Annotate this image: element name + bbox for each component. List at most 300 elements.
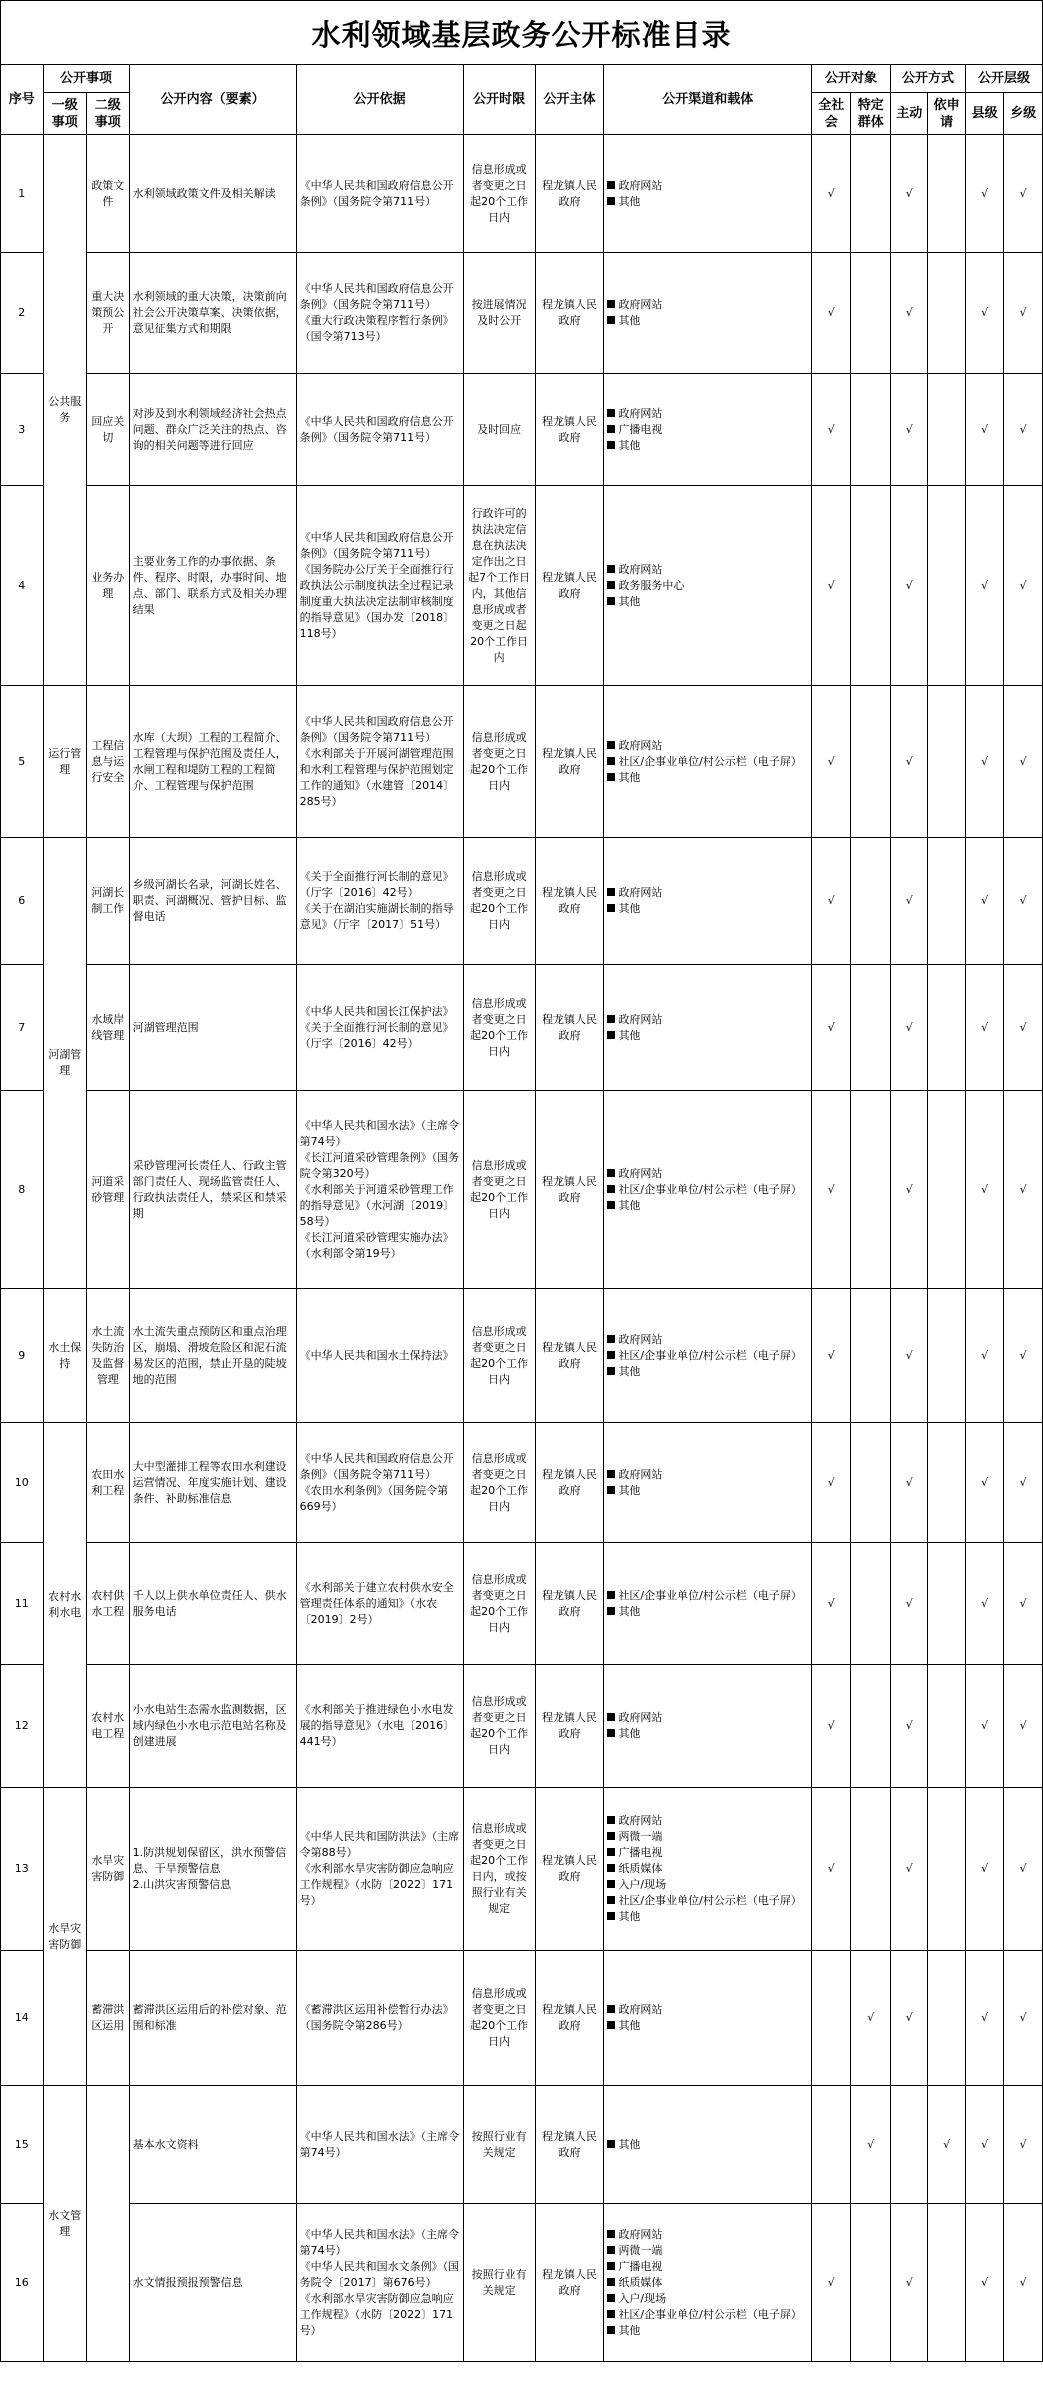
basis-item: 《中华人民共和国水法》（主席令第74号） bbox=[299, 1118, 460, 1148]
channel-item bbox=[607, 578, 808, 594]
check-society: √ bbox=[812, 686, 851, 838]
square-bullet-icon bbox=[607, 1896, 615, 1904]
basis-cell bbox=[296, 1951, 463, 2086]
square-bullet-icon bbox=[607, 316, 615, 324]
channel-label: 其他 bbox=[618, 902, 641, 915]
row-number: 1 bbox=[1, 135, 44, 253]
channel-label: 纸质媒体 bbox=[618, 1862, 663, 1875]
check-town: √ bbox=[1004, 1665, 1043, 1788]
channel-cell bbox=[604, 1423, 812, 1543]
square-bullet-icon bbox=[607, 1470, 615, 1478]
square-bullet-icon bbox=[607, 409, 615, 417]
square-bullet-icon bbox=[607, 2005, 615, 2013]
basis-cell bbox=[296, 135, 463, 253]
channel-label: 政府网站 bbox=[618, 1814, 663, 1827]
content-cell: 采砂管理河长责任人、行政主管部门责任人、现场监管责任人、行政执法责任人，禁采区和禁采期 bbox=[129, 1091, 296, 1289]
table-row bbox=[1, 2204, 1043, 2362]
content-cell: 水土流失重点预防区和重点治理区，崩塌、滑坡危险区和泥石流易发区的范围，禁止开垦的陡坡地的范围 bbox=[129, 1289, 296, 1423]
square-bullet-icon bbox=[607, 197, 615, 205]
row-number: 11 bbox=[1, 1543, 44, 1665]
subject-cell: 程龙镇人民政府 bbox=[535, 2204, 604, 2362]
table-row bbox=[1, 1543, 1043, 1665]
square-bullet-icon bbox=[607, 1201, 615, 1209]
time-limit-cell: 信息形成或者变更之日起20个工作日内 bbox=[463, 838, 535, 965]
check-town: √ bbox=[1004, 1788, 1043, 1951]
level1-category: 公共服务 bbox=[43, 135, 87, 686]
check-county: √ bbox=[965, 1289, 1003, 1423]
basis-item: 《中华人民共和国政府信息公开条例》（国务院令第711号） bbox=[299, 414, 454, 444]
basis-cell bbox=[296, 374, 463, 486]
content-cell: 水利领域的重大决策，决策前向社会公开决策草案、决策依据，意见征集方式和期限 bbox=[129, 253, 296, 374]
level2-category: 工程信息与运行安全 bbox=[87, 686, 130, 838]
check-county: √ bbox=[965, 253, 1003, 374]
channel-item bbox=[607, 738, 808, 754]
square-bullet-icon bbox=[607, 1031, 615, 1039]
subject-cell: 程龙镇人民政府 bbox=[535, 1788, 604, 1951]
header-town: 乡级 bbox=[1004, 93, 1043, 135]
channel-item bbox=[607, 2307, 808, 2323]
basis-item: 《长江河道采砂管理实施办法》（水利部令第19号） bbox=[299, 1230, 454, 1260]
channel-label: 两微一端 bbox=[618, 2243, 663, 2257]
square-bullet-icon bbox=[607, 904, 615, 912]
row-number: 16 bbox=[1, 2204, 44, 2362]
channel-item bbox=[607, 1467, 808, 1483]
channel-label: 其他 bbox=[618, 1727, 641, 1740]
channel-item bbox=[607, 1710, 808, 1726]
channel-cell bbox=[604, 486, 812, 686]
square-bullet-icon bbox=[607, 2246, 615, 2254]
channel-cell bbox=[604, 1543, 812, 1665]
square-bullet-icon bbox=[607, 2140, 615, 2148]
time-limit-cell: 及时回应 bbox=[463, 374, 535, 486]
check-society: √ bbox=[812, 253, 851, 374]
content-cell: 水文情报预报预警信息 bbox=[129, 2204, 296, 2362]
header-level2: 二级事项 bbox=[87, 93, 130, 135]
channel-item bbox=[607, 2002, 808, 2018]
table-row bbox=[1, 965, 1043, 1091]
channel-item bbox=[607, 1845, 808, 1861]
check-society: √ bbox=[812, 838, 851, 965]
square-bullet-icon bbox=[607, 1729, 615, 1737]
check-specific bbox=[851, 1665, 891, 1788]
check-town: √ bbox=[1004, 1951, 1043, 2086]
basis-item: 《关于全面推行河长制的意见》（厅字〔2016〕42号） bbox=[299, 1020, 454, 1050]
channel-label: 其他 bbox=[618, 1028, 641, 1042]
channel-item bbox=[607, 2275, 808, 2291]
check-active: √ bbox=[890, 1665, 927, 1788]
check-apply bbox=[928, 1543, 965, 1665]
channel-label: 其他 bbox=[618, 2323, 641, 2337]
basis-cell bbox=[296, 1091, 463, 1289]
basis-item: 《水利部水旱灾害防御应急响应工作规程》（水防〔2022〕171号） bbox=[299, 2291, 454, 2337]
channel-cell bbox=[604, 374, 812, 486]
channel-item bbox=[607, 885, 808, 901]
subject-cell: 程龙镇人民政府 bbox=[535, 1543, 604, 1665]
square-bullet-icon bbox=[607, 2230, 615, 2238]
channel-label: 政府网站 bbox=[618, 406, 663, 420]
basis-item: 《关于在湖泊实施湖长制的指导意见》（厅字〔2017〕51号） bbox=[299, 902, 454, 931]
check-apply bbox=[928, 486, 965, 686]
check-apply bbox=[928, 253, 965, 374]
check-active: √ bbox=[890, 486, 927, 686]
check-specific: √ bbox=[851, 1951, 891, 2086]
basis-cell bbox=[296, 1788, 463, 1951]
level1-category: 水土保持 bbox=[43, 1289, 87, 1423]
basis-item: 《水利部关于建立农村供水安全管理责任体系的通知》（水农〔2019〕2号） bbox=[299, 1580, 454, 1626]
row-number: 13 bbox=[1, 1788, 44, 1951]
basis-item: 《水利部关于河道采砂管理工作的指导意见》（水河湖〔2019〕58号） bbox=[299, 1182, 455, 1228]
check-county: √ bbox=[965, 838, 1003, 965]
time-limit-cell: 按进展情况及时公开 bbox=[463, 253, 535, 374]
channel-label: 入户/现场 bbox=[618, 1878, 667, 1891]
channel-item bbox=[607, 2259, 808, 2275]
channel-cell bbox=[604, 965, 812, 1091]
check-specific bbox=[851, 253, 891, 374]
level1-category: 农村水利水电 bbox=[43, 1423, 87, 1788]
channel-item bbox=[607, 1028, 808, 1044]
channel-item bbox=[607, 754, 808, 770]
check-town: √ bbox=[1004, 1289, 1043, 1423]
basis-item: 《长江河道采砂管理条例》（国务院令第320号） bbox=[299, 1150, 460, 1180]
header-matters: 公开事项 bbox=[43, 65, 129, 93]
channel-item bbox=[607, 1877, 808, 1893]
channel-label: 政府网站 bbox=[618, 886, 663, 899]
channel-item bbox=[607, 406, 808, 422]
level2-category: 河道采砂管理 bbox=[87, 1091, 130, 1289]
channel-item bbox=[607, 2323, 808, 2339]
level2-category: 河湖长制工作 bbox=[87, 838, 130, 965]
channel-label: 广播电视 bbox=[618, 422, 663, 436]
square-bullet-icon bbox=[607, 597, 615, 605]
basis-item: 《中华人民共和国水法》（主席令第74号） bbox=[299, 2129, 460, 2159]
square-bullet-icon bbox=[607, 1816, 615, 1824]
check-town: √ bbox=[1004, 1423, 1043, 1543]
check-county: √ bbox=[965, 1951, 1003, 2086]
basis-cell bbox=[296, 1543, 463, 1665]
square-bullet-icon bbox=[607, 2326, 615, 2334]
level2-category: 农村水电工程 bbox=[87, 1665, 130, 1788]
channel-item bbox=[607, 1604, 808, 1620]
level2-category: 政策文件 bbox=[87, 135, 130, 253]
time-limit-cell: 信息形成或者变更之日起20个工作日内 bbox=[463, 1665, 535, 1788]
level1-category: 运行管理 bbox=[43, 686, 87, 838]
row-number: 9 bbox=[1, 1289, 44, 1423]
square-bullet-icon bbox=[607, 1848, 615, 1856]
content-cell: 1.防洪规划保留区，洪水预警信息、干旱预警信息 2.山洪灾害预警信息 bbox=[129, 1788, 296, 1951]
check-apply bbox=[928, 1289, 965, 1423]
check-town: √ bbox=[1004, 1543, 1043, 1665]
channel-item bbox=[607, 1483, 808, 1499]
square-bullet-icon bbox=[607, 2262, 615, 2270]
subject-cell: 程龙镇人民政府 bbox=[535, 486, 604, 686]
table-row bbox=[1, 686, 1043, 838]
basis-item: 《中华人民共和国水文条例》（国务院令〔2017〕第676号） bbox=[299, 2259, 460, 2289]
square-bullet-icon bbox=[607, 1713, 615, 1721]
basis-cell bbox=[296, 965, 463, 1091]
table-row bbox=[1, 1423, 1043, 1543]
check-apply bbox=[928, 2204, 965, 2362]
subject-cell: 程龙镇人民政府 bbox=[535, 686, 604, 838]
row-number: 8 bbox=[1, 1091, 44, 1289]
channel-label: 政府网站 bbox=[618, 562, 663, 576]
channel-label: 其他 bbox=[618, 770, 641, 784]
check-active: √ bbox=[890, 1289, 927, 1423]
content-cell: 基本水文资料 bbox=[129, 2086, 296, 2204]
check-town: √ bbox=[1004, 1091, 1043, 1289]
row-number: 4 bbox=[1, 486, 44, 686]
header-active: 主动 bbox=[890, 93, 927, 135]
check-active: √ bbox=[890, 1423, 927, 1543]
channel-item bbox=[607, 770, 808, 786]
time-limit-cell: 信息形成或者变更之日起20个工作日内 bbox=[463, 135, 535, 253]
basis-cell bbox=[296, 253, 463, 374]
content-cell: 水库（大坝）工程的工程简介、工程管理与保护范围及责任人，水闸工程和堤防工程的工程简介、工程管理与保护范围 bbox=[129, 686, 296, 838]
basis-item: 《中华人民共和国政府信息公开条例》（国务院令第711号） bbox=[299, 1451, 454, 1481]
check-town: √ bbox=[1004, 2086, 1043, 2204]
check-active bbox=[890, 2086, 927, 2204]
check-society: √ bbox=[812, 1423, 851, 1543]
square-bullet-icon bbox=[607, 2278, 615, 2286]
check-society: √ bbox=[812, 1543, 851, 1665]
check-active: √ bbox=[890, 1951, 927, 2086]
channel-cell bbox=[604, 253, 812, 374]
channel-cell bbox=[604, 1788, 812, 1951]
check-specific bbox=[851, 686, 891, 838]
subject-cell: 程龙镇人民政府 bbox=[535, 135, 604, 253]
level2-category: 业务办理 bbox=[87, 486, 130, 686]
header-layer: 公开层级 bbox=[965, 65, 1042, 93]
check-county: √ bbox=[965, 1543, 1003, 1665]
channel-item bbox=[607, 1182, 808, 1198]
check-apply: √ bbox=[928, 2086, 965, 2204]
channel-label: 政府网站 bbox=[618, 178, 663, 192]
header-time: 公开时限 bbox=[463, 65, 535, 135]
square-bullet-icon bbox=[607, 2310, 615, 2318]
channel-label: 其他 bbox=[618, 2137, 641, 2151]
channel-cell bbox=[604, 686, 812, 838]
check-town: √ bbox=[1004, 374, 1043, 486]
square-bullet-icon bbox=[607, 565, 615, 573]
check-specific bbox=[851, 1788, 891, 1951]
content-cell: 大中型灌排工程等农田水利建设运营情况、年度实施计划、建设条件、补助标准信息 bbox=[129, 1423, 296, 1543]
header-target: 公开对象 bbox=[812, 65, 891, 93]
time-limit-cell: 信息形成或者变更之日起20个工作日内 bbox=[463, 1543, 535, 1665]
channel-cell bbox=[604, 2204, 812, 2362]
basis-cell bbox=[296, 2204, 463, 2362]
time-limit-cell: 行政许可的执法决定信息在执法决定作出之日起7个工作日内，其他信息形成或者变更之日起20个工作日内 bbox=[463, 486, 535, 686]
table-row bbox=[1, 135, 1043, 253]
channel-item bbox=[607, 1909, 808, 1925]
square-bullet-icon bbox=[607, 1185, 615, 1193]
channel-item bbox=[607, 1861, 808, 1877]
check-county: √ bbox=[965, 1091, 1003, 1289]
channel-item bbox=[607, 194, 808, 210]
channel-label: 政府网站 bbox=[618, 1332, 663, 1346]
channel-label: 广播电视 bbox=[618, 2259, 663, 2273]
check-society: √ bbox=[812, 135, 851, 253]
check-town: √ bbox=[1004, 135, 1043, 253]
table-row bbox=[1, 486, 1043, 686]
basis-item: 《中华人民共和国水土保持法》 bbox=[299, 1348, 454, 1362]
time-limit-cell: 信息形成或者变更之日起20个工作日内，或按照行业有关规定 bbox=[463, 1788, 535, 1951]
channel-item bbox=[607, 1348, 808, 1364]
content-cell: 河湖管理范围 bbox=[129, 965, 296, 1091]
subject-cell: 程龙镇人民政府 bbox=[535, 2086, 604, 2204]
subject-cell: 程龙镇人民政府 bbox=[535, 838, 604, 965]
check-society bbox=[812, 2086, 851, 2204]
row-number: 6 bbox=[1, 838, 44, 965]
check-specific bbox=[851, 1091, 891, 1289]
content-cell: 主要业务工作的办事依据、条件、程序、时限，办事时间、地点、部门、联系方式及相关办理结果 bbox=[129, 486, 296, 686]
channel-item bbox=[607, 1588, 808, 1604]
square-bullet-icon bbox=[607, 2021, 615, 2029]
channel-item bbox=[607, 1829, 808, 1845]
check-active: √ bbox=[890, 374, 927, 486]
basis-item: 《水利部关于推进绿色小水电发展的指导意见》（水电〔2016〕441号） bbox=[299, 1703, 455, 1748]
channel-label: 政府网站 bbox=[618, 1711, 663, 1724]
check-society: √ bbox=[812, 374, 851, 486]
check-town: √ bbox=[1004, 965, 1043, 1091]
channel-label: 其他 bbox=[618, 594, 641, 608]
check-apply bbox=[928, 1788, 965, 1951]
time-limit-cell: 信息形成或者变更之日起20个工作日内 bbox=[463, 965, 535, 1091]
channel-cell bbox=[604, 1951, 812, 2086]
square-bullet-icon bbox=[607, 1351, 615, 1359]
square-bullet-icon bbox=[607, 1864, 615, 1872]
check-society: √ bbox=[812, 2204, 851, 2362]
check-apply bbox=[928, 374, 965, 486]
channel-cell bbox=[604, 2086, 812, 2204]
channel-label: 社区/企事业单位/村公示栏（电子屏） bbox=[618, 1348, 802, 1362]
subject-cell: 程龙镇人民政府 bbox=[535, 1951, 604, 2086]
level2-category: 农田水利工程 bbox=[87, 1423, 130, 1543]
header-content: 公开内容（要素） bbox=[129, 65, 296, 135]
time-limit-cell: 信息形成或者变更之日起20个工作日内 bbox=[463, 1091, 535, 1289]
channel-label: 其他 bbox=[618, 1483, 641, 1497]
header-mode: 公开方式 bbox=[890, 65, 965, 93]
table-row bbox=[1, 374, 1043, 486]
channel-label: 社区/企事业单位/村公示栏（电子屏） bbox=[618, 2307, 802, 2321]
channel-label: 两微一端 bbox=[618, 1830, 663, 1843]
check-apply bbox=[928, 1423, 965, 1543]
square-bullet-icon bbox=[607, 773, 615, 781]
check-county: √ bbox=[965, 1788, 1003, 1951]
content-cell: 水利领域政策文件及相关解读 bbox=[129, 135, 296, 253]
channel-label: 其他 bbox=[618, 1364, 641, 1378]
channel-label: 政府网站 bbox=[618, 1012, 663, 1026]
check-specific bbox=[851, 135, 891, 253]
time-limit-cell: 按照行业有关规定 bbox=[463, 2086, 535, 2204]
channel-label: 其他 bbox=[618, 1604, 641, 1618]
check-society: √ bbox=[812, 1091, 851, 1289]
channel-cell bbox=[604, 1091, 812, 1289]
check-county: √ bbox=[965, 2204, 1003, 2362]
header-county: 县级 bbox=[965, 93, 1003, 135]
channel-item bbox=[607, 594, 808, 610]
square-bullet-icon bbox=[607, 1607, 615, 1615]
table-row bbox=[1, 1665, 1043, 1788]
square-bullet-icon bbox=[607, 581, 615, 589]
page-title: 水利领域基层政务公开标准目录 bbox=[311, 17, 732, 52]
check-active: √ bbox=[890, 686, 927, 838]
check-active: √ bbox=[890, 2204, 927, 2362]
square-bullet-icon bbox=[607, 1832, 615, 1840]
check-county: √ bbox=[965, 686, 1003, 838]
level1-category: 水文管理 bbox=[43, 2086, 87, 2362]
table-row bbox=[1, 1091, 1043, 1289]
content-cell: 小水电站生态需水监测数据，区域内绿色小水电示范电站名称及创建进展 bbox=[129, 1665, 296, 1788]
square-bullet-icon bbox=[607, 1912, 615, 1920]
time-limit-cell: 按照行业有关规定 bbox=[463, 2204, 535, 2362]
check-county: √ bbox=[965, 486, 1003, 686]
check-specific bbox=[851, 838, 891, 965]
basis-item: 《蓄滞洪区运用补偿暂行办法》（国务院令第286号） bbox=[299, 2003, 454, 2032]
channel-label: 纸质媒体 bbox=[618, 2275, 663, 2289]
check-apply bbox=[928, 1665, 965, 1788]
basis-cell bbox=[296, 486, 463, 686]
check-active: √ bbox=[890, 965, 927, 1091]
square-bullet-icon bbox=[607, 1486, 615, 1494]
basis-cell bbox=[296, 686, 463, 838]
channel-item bbox=[607, 1893, 808, 1909]
level2-category: 水旱灾害防御 bbox=[87, 1788, 130, 1951]
channel-cell bbox=[604, 135, 812, 253]
check-active: √ bbox=[890, 135, 927, 253]
check-specific bbox=[851, 1289, 891, 1423]
channel-label: 其他 bbox=[618, 1910, 641, 1923]
level2-category: 蓄滞洪区运用 bbox=[87, 1951, 130, 2086]
basis-item: 《中华人民共和国长江保护法》 bbox=[299, 1004, 454, 1018]
content-cell: 乡级河湖长名录，河湖长姓名、职责、河湖概况、管护目标、监督电话 bbox=[129, 838, 296, 965]
subject-cell: 程龙镇人民政府 bbox=[535, 253, 604, 374]
header-level1: 一级事项 bbox=[43, 93, 87, 135]
row-number: 15 bbox=[1, 2086, 44, 2204]
basis-item: 《水利部关于开展河湖管理范围和水利工程管理与保护范围划定工作的通知》（水建管〔2014〕285号） bbox=[299, 746, 455, 808]
channel-label: 社区/企事业单位/村公示栏（电子屏） bbox=[618, 1182, 802, 1196]
table-row bbox=[1, 2086, 1043, 2204]
square-bullet-icon bbox=[607, 300, 615, 308]
header-subject: 公开主体 bbox=[535, 65, 604, 135]
channel-item bbox=[607, 313, 808, 329]
check-county: √ bbox=[965, 135, 1003, 253]
time-limit-cell: 信息形成或者变更之日起20个工作日内 bbox=[463, 1951, 535, 2086]
basis-cell bbox=[296, 838, 463, 965]
channel-label: 其他 bbox=[618, 438, 641, 452]
subject-cell: 程龙镇人民政府 bbox=[535, 374, 604, 486]
check-society: √ bbox=[812, 1665, 851, 1788]
header-basis: 公开依据 bbox=[296, 65, 463, 135]
square-bullet-icon bbox=[607, 1015, 615, 1023]
channel-label: 社区/企事业单位/村公示栏（电子屏） bbox=[618, 1588, 802, 1602]
channel-item bbox=[607, 562, 808, 578]
channel-item bbox=[607, 1012, 808, 1028]
level2-category: 回应关切 bbox=[87, 374, 130, 486]
channel-item bbox=[607, 1726, 808, 1742]
channel-label: 政府网站 bbox=[618, 1166, 663, 1180]
level1-category: 水旱灾害防御 bbox=[43, 1788, 87, 2086]
square-bullet-icon bbox=[607, 425, 615, 433]
check-specific bbox=[851, 1543, 891, 1665]
check-specific: √ bbox=[851, 2086, 891, 2204]
square-bullet-icon bbox=[607, 1335, 615, 1343]
level2-category: 水域岸线管理 bbox=[87, 965, 130, 1091]
channel-label: 政府网站 bbox=[618, 738, 663, 752]
channel-label: 广播电视 bbox=[618, 1846, 663, 1859]
table-row bbox=[1, 1951, 1043, 2086]
header-specific: 特定群体 bbox=[851, 93, 891, 135]
row-number: 10 bbox=[1, 1423, 44, 1543]
title-box bbox=[0, 0, 1043, 65]
